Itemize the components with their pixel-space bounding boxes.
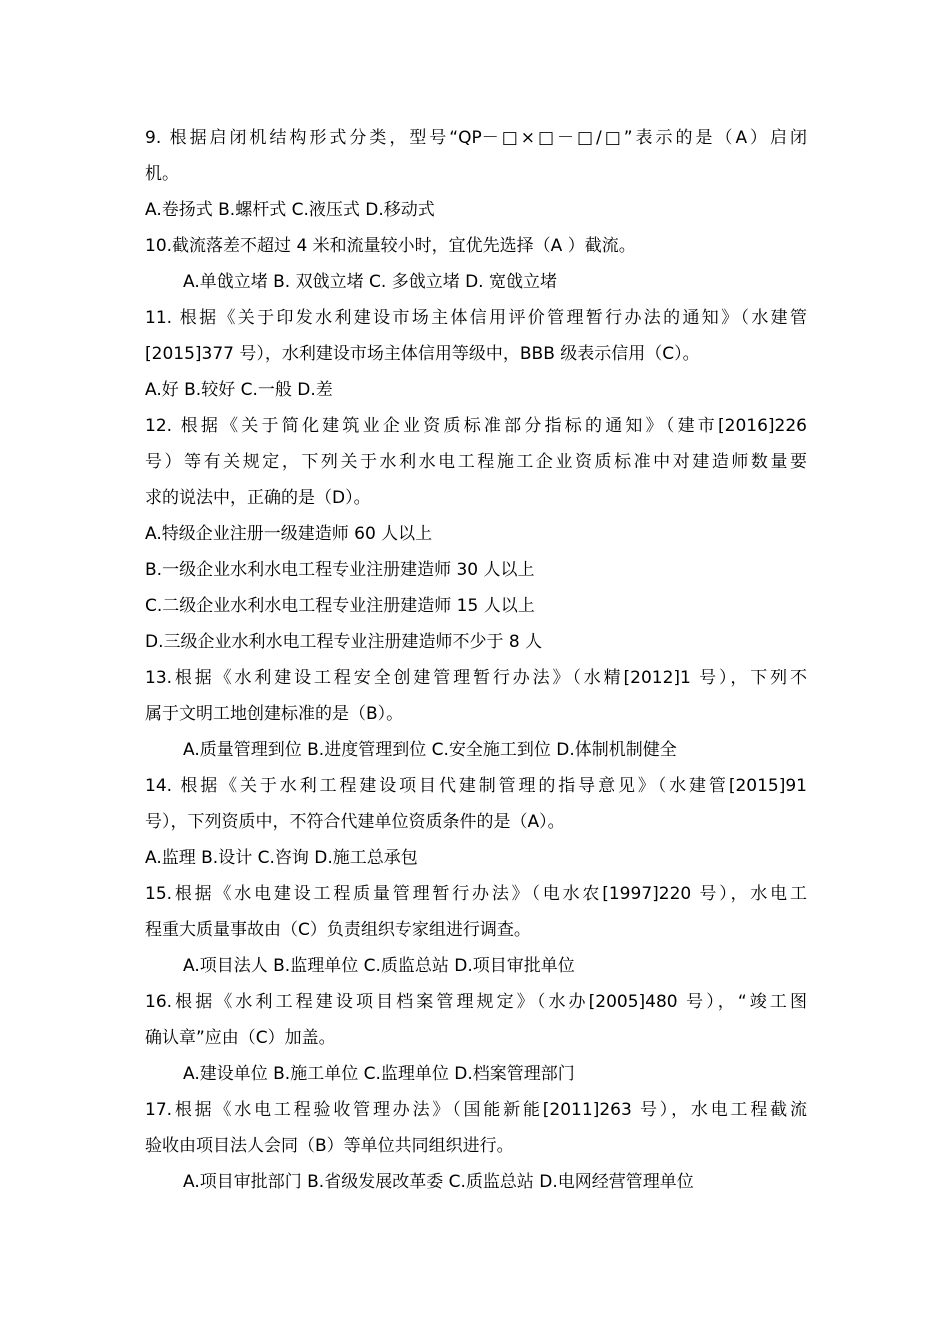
question-13-options: A.质量管理到位 B.进度管理到位 C.安全施工到位 D.体制机制健全: [183, 740, 677, 760]
question-12-line-3: 求的说法中，正确的是（D）。: [145, 488, 371, 508]
question-11-line-1: 11. 根据《关于印发水利建设市场主体信用评价管理暂行办法的通知》（水建管: [145, 308, 807, 328]
question-13-line-2: 属于文明工地创建标准的是（B）。: [145, 704, 404, 724]
question-10-line-1: 10.截流落差不超过 4 米和流量较小时，宜优先选择（A ）截流。: [145, 236, 636, 256]
question-12-line-2: 号）等有关规定，下列关于水利水电工程施工企业资质标准中对建造师数量要: [145, 452, 807, 472]
question-17-options: A.项目审批部门 B.省级发展改革委 C.质监总站 D.电网经营管理单位: [183, 1172, 694, 1192]
question-17-line-2: 验收由项目法人会同（B）等单位共同组织进行。: [145, 1136, 514, 1156]
question-10-options: A.单戗立堵 B. 双戗立堵 C. 多戗立堵 D. 宽戗立堵: [183, 272, 557, 292]
question-11-line-2: [2015]377 号），水利建设市场主体信用等级中，BBB 级表示信用（C）。: [145, 344, 700, 364]
question-15-line-2: 程重大质量事故由（C）负责组织专家组进行调查。: [145, 920, 531, 940]
question-15-line-1: 15.根据《水电建设工程质量管理暂行办法》（电水农[1997]220 号），水电工: [145, 884, 807, 904]
question-14-line-2: 号），下列资质中，不符合代建单位资质条件的是（A）。: [145, 812, 565, 832]
question-17-line-1: 17.根据《水电工程验收管理办法》（国能新能[2011]263 号），水电工程截流: [145, 1100, 807, 1120]
question-14-line-1: 14. 根据《关于水利工程建设项目代建制管理的指导意见》（水建管[2015]91: [145, 776, 807, 796]
question-9-line-2: 机。: [145, 164, 179, 184]
question-9-options: A.卷扬式 B.螺杆式 C.液压式 D.移动式: [145, 200, 435, 220]
question-11-options: A.好 B.较好 C.一般 D.差: [145, 380, 333, 400]
document-body: [145, 120, 807, 1200]
question-13-line-1: 13.根据《水利建设工程安全创建管理暂行办法》（水精[2012]1 号），下列不: [145, 668, 807, 688]
question-16-line-1: 16.根据《水利工程建设项目档案管理规定》（水办[2005]480 号），“竣工图: [145, 992, 807, 1012]
question-12-option-a: A.特级企业注册一级建造师 60 人以上: [145, 524, 433, 544]
question-16-options: A.建设单位 B.施工单位 C.监理单位 D.档案管理部门: [183, 1064, 575, 1084]
question-12-option-d: D.三级企业水利水电工程专业注册建造师不少于 8 人: [145, 632, 543, 652]
question-9-line-1: 9. 根据启闭机结构形式分类，型号“QP－□×□－□/□”表示的是（A）启闭: [145, 128, 807, 148]
question-12-option-b: B.一级企业水利水电工程专业注册建造师 30 人以上: [145, 560, 535, 580]
question-12-option-c: C.二级企业水利水电工程专业注册建造师 15 人以上: [145, 596, 535, 616]
question-15-options: A.项目法人 B.监理单位 C.质监总站 D.项目审批单位: [183, 956, 575, 976]
question-16-line-2: 确认章”应由（C）加盖。: [145, 1028, 336, 1048]
question-12-line-1: 12. 根据《关于简化建筑业企业资质标准部分指标的通知》（建市[2016]226: [145, 416, 807, 436]
question-14-options: A.监理 B.设计 C.咨询 D.施工总承包: [145, 848, 418, 868]
